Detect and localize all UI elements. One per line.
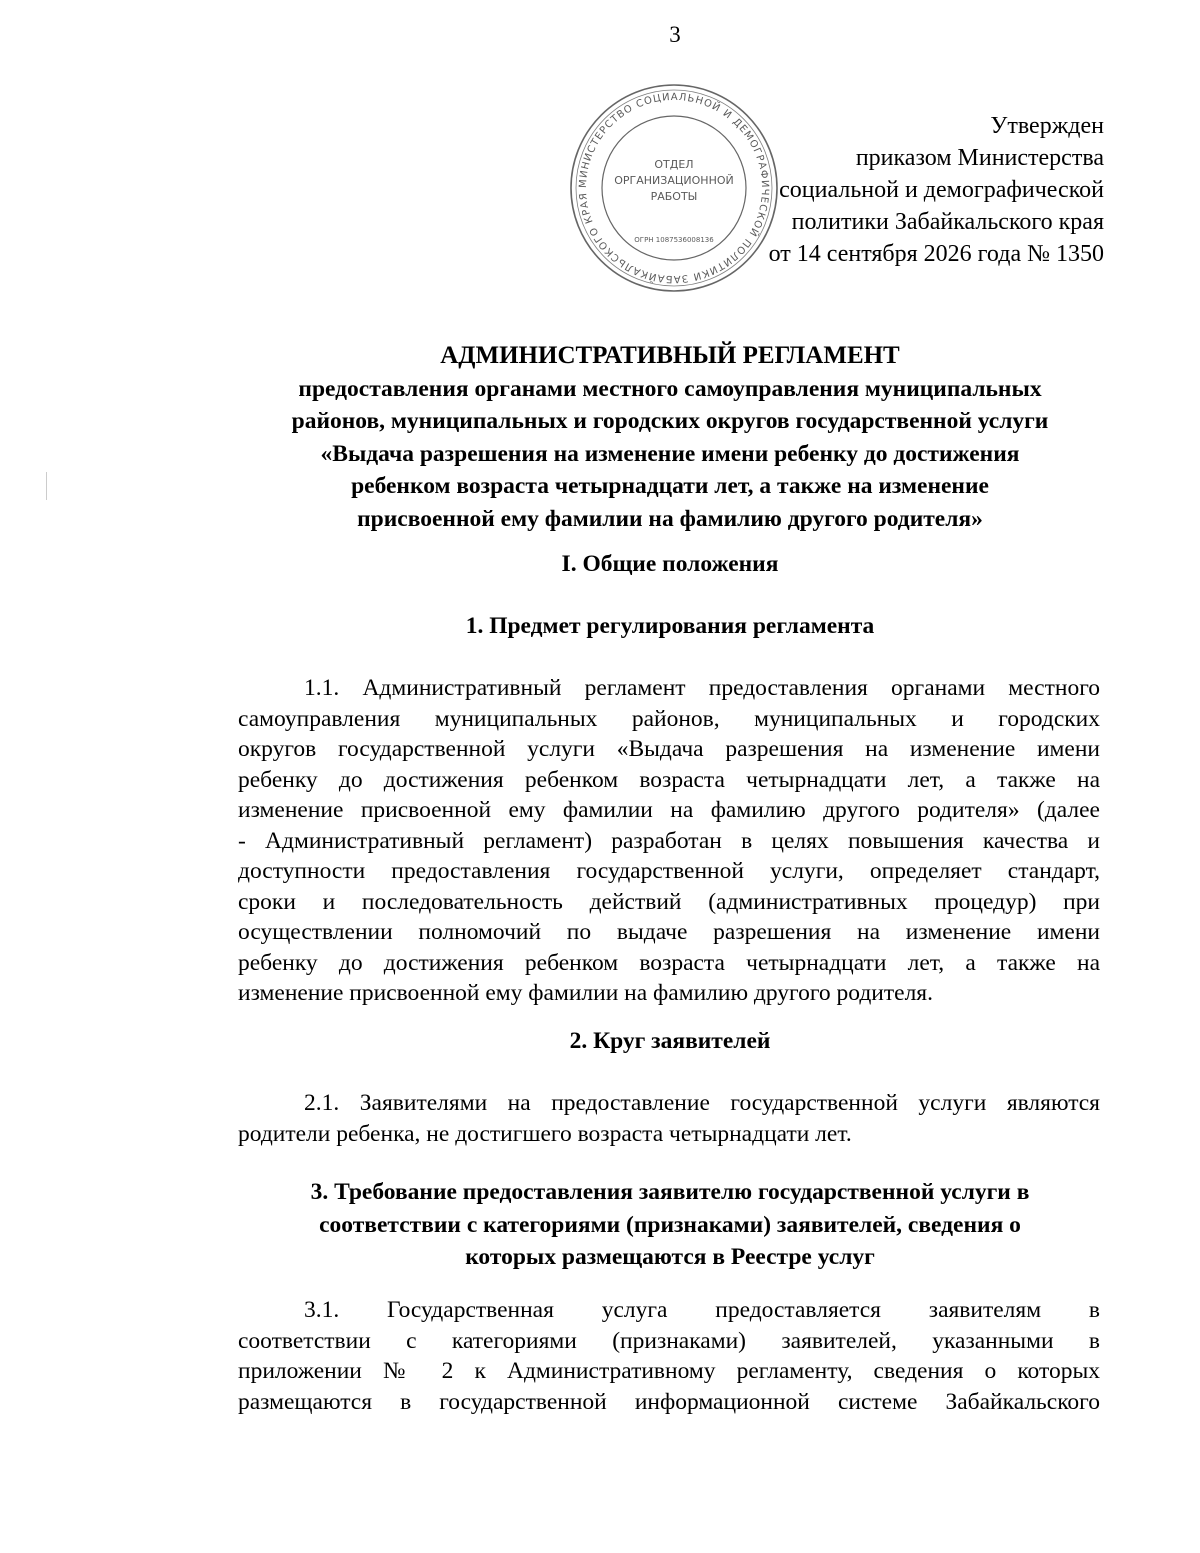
stamp-line-2: ОРГАНИЗАЦИОННОЙ bbox=[614, 174, 734, 187]
paragraph-1-1 bbox=[238, 673, 1100, 1009]
paragraph-line: родители ребенка, не достигшего возраста четырнадцати лет. bbox=[238, 1120, 852, 1147]
paragraph-line: сроки и последовательность действий (административных процедур) при bbox=[238, 888, 1100, 915]
document-subtitle-line: районов, муниципальных и городских округов государственной услуги bbox=[291, 408, 1049, 434]
paragraph-line: - Административный регламент) разработан в целях повышения качества и bbox=[238, 827, 1100, 854]
paragraph-line: соответствии с категориями (признаками) заявителей, указанными в bbox=[238, 1327, 1100, 1354]
approval-line: Утвержден bbox=[990, 113, 1104, 139]
official-stamp bbox=[568, 82, 780, 294]
approval-line: приказом Министерства bbox=[855, 145, 1104, 171]
subsection-heading bbox=[230, 610, 1110, 643]
paragraph-line: 2.1. Заявителями на предоставление государственной услуги являются bbox=[304, 1090, 1100, 1116]
paragraph-line: 3.1. Государственная услуга предоставляется заявителям в bbox=[304, 1297, 1100, 1323]
paragraph-line: осуществлении полномочий по выдаче разрешения на изменение имени bbox=[238, 919, 1100, 945]
approval-line: социальной и демографической bbox=[779, 177, 1104, 203]
paragraph-line: 1.1. Административный регламент предоставления органами местного bbox=[304, 675, 1100, 701]
subsection-heading bbox=[230, 1176, 1110, 1274]
stamp-line-3: РАБОТЫ bbox=[650, 190, 698, 203]
stamp-ogrn: ОГРН 1087536008136 bbox=[634, 236, 714, 244]
document-subtitle-line: присвоенной ему фамилии на фамилию другого родителя» bbox=[357, 505, 983, 532]
paragraph-line: доступности предоставления государственной услуги, определяет стандарт, bbox=[238, 858, 1100, 884]
document-title-main: АДМИНИСТРАТИВНЫЙ РЕГЛАМЕНТ bbox=[440, 342, 900, 369]
section-heading bbox=[230, 548, 1110, 581]
subsection-heading-text: 3. Требование предоставления заявителю государственной услуги в bbox=[310, 1179, 1030, 1205]
stamp-outer-text: МИНИСТЕРСТВО СОЦИАЛЬНОЙ И ДЕМОГРАФИЧЕСКОЙ ПОЛИТИКИ ЗАБАЙКАЛЬСКОГО КРАЯ bbox=[577, 91, 771, 285]
paragraph-line: самоуправления муниципальных районов, муниципальных и городских bbox=[238, 705, 1100, 732]
svg-text:МИНИСТЕРСТВО СОЦИАЛЬНОЙ И ДЕМО bbox=[578, 92, 770, 284]
paragraph-line: изменение присвоенной ему фамилии на фамилию другого родителя. bbox=[238, 980, 933, 1006]
paragraph-line: ребенку до достижения ребенком возраста четырнадцати лет, а также на bbox=[238, 949, 1100, 976]
approval-line: от 14 сентября 2026 года № 1350 bbox=[768, 241, 1104, 267]
approval-block bbox=[769, 110, 1104, 270]
paragraph-line: размещаются в государственной информационной системе Забайкальского bbox=[238, 1388, 1100, 1415]
paragraph-2-1 bbox=[238, 1088, 1100, 1149]
subsection-heading-text: соответствии с категориями (признаками) заявителей, сведения о bbox=[319, 1211, 1021, 1238]
approval-line: политики Забайкальского края bbox=[791, 209, 1104, 235]
scan-mark bbox=[46, 472, 47, 500]
subsection-heading-text: которых размещаются в Реестре услуг bbox=[465, 1244, 875, 1270]
section-heading-text: I. Общие положения bbox=[561, 551, 779, 577]
document-subtitle-line: «Выдача разрешения на изменение имени ребенку до достижения bbox=[320, 440, 1020, 467]
stamp-line-1: ОТДЕЛ bbox=[654, 158, 694, 171]
document-subtitle-line: ребенком возраста четырнадцати лет, а также на изменение bbox=[351, 473, 989, 499]
document-title bbox=[230, 340, 1110, 535]
document-subtitle-line: предоставления органами местного самоуправления муниципальных bbox=[298, 375, 1042, 402]
paragraph-line: округов государственной услуги «Выдача разрешения на изменение имени bbox=[238, 736, 1100, 762]
page-number: 3 bbox=[669, 22, 681, 47]
paragraph-line: ребенку до достижения ребенком возраста четырнадцати лет, а также на bbox=[238, 766, 1100, 793]
subsection-heading-text: 2. Круг заявителей bbox=[569, 1028, 771, 1054]
subsection-heading-text: 1. Предмет регулирования регламента bbox=[465, 613, 875, 639]
paragraph-3-1 bbox=[238, 1295, 1100, 1417]
paragraph-line: изменение присвоенной ему фамилии на фамилию другого родителя» (далее bbox=[238, 797, 1100, 823]
subsection-heading bbox=[230, 1025, 1110, 1058]
paragraph-line: приложении № 2 к Административному регламенту, сведения о которых bbox=[238, 1358, 1100, 1384]
